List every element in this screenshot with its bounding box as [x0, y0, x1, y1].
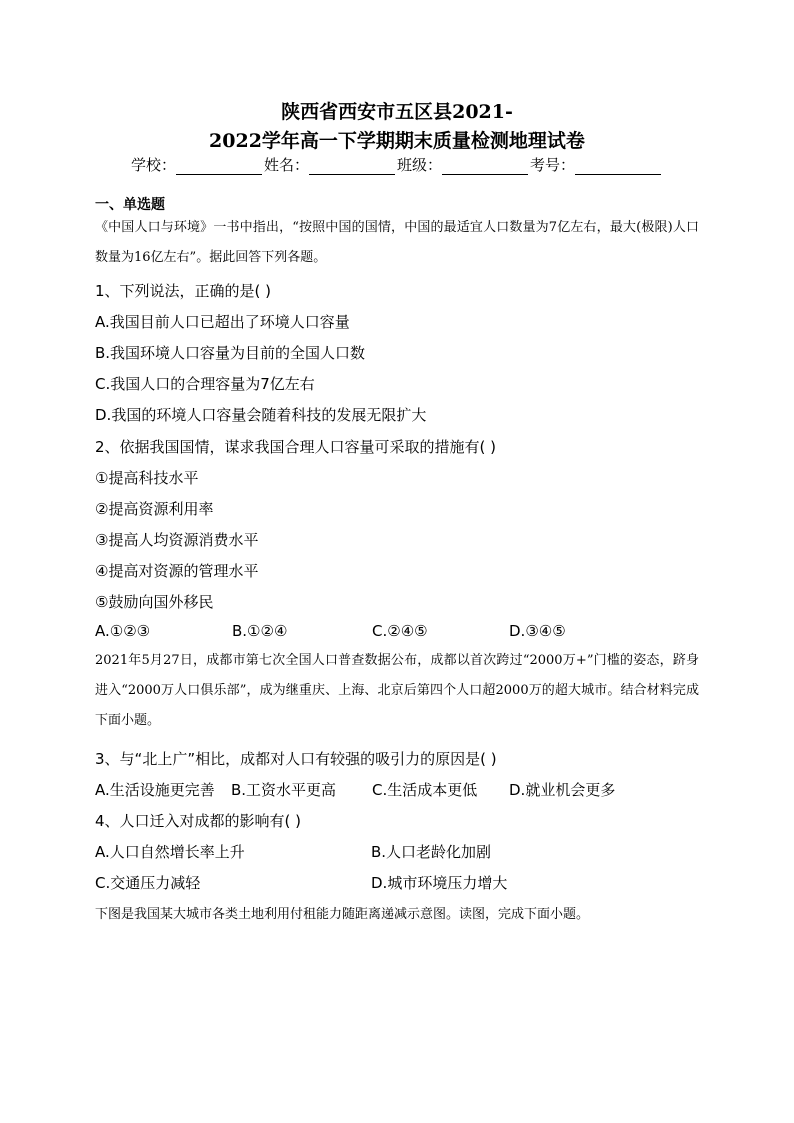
question-2-item-2: ②提高资源利用率 — [95, 500, 214, 518]
question-3-option-d: D.就业机会更多 — [509, 781, 616, 799]
question-1-option-a: A.我国目前人口已超出了环境人口容量 — [95, 313, 350, 331]
question-3-option-b: B.工资水平更高 — [231, 781, 337, 799]
name-blank — [309, 160, 395, 175]
question-2-option-b: B.①②④ — [232, 622, 288, 640]
number-blank — [575, 160, 661, 175]
question-2-item-3: ③提高人均资源消费水平 — [95, 531, 259, 549]
material-paragraph-1: 《中国人口与环境》一书中指出，“按照中国的国情，中国的最适宜人口数量为7亿左右，最大(极限)人口数量为16亿左右”。据此回答下列各题。 — [95, 220, 699, 265]
question-2-option-a: A.①②③ — [95, 622, 151, 640]
question-3-stem: 3、与“北上广”相比，成都对人口有较强的吸引力的原因是( ) — [95, 750, 497, 768]
question-2-options — [95, 622, 699, 642]
question-3-option-a: A.生活设施更完善 — [95, 781, 215, 799]
student-info-row — [0, 154, 794, 175]
question-4-option-d: D.城市环境压力增大 — [371, 874, 508, 892]
name-label: 姓名： — [263, 156, 309, 174]
question-2-option-c: C.②④⑤ — [372, 622, 428, 640]
material-paragraph-2: 2021年5月27日，成都市第七次全国人口普查数据公布，成都以首次跨过“2000万+”门槛的姿态，跻身进入“2000万人口俱乐部”，成为继重庆、上海、北京后第四个人口超2000万的超大城市。结合材料完成下面小题。 — [95, 653, 699, 728]
question-4-option-c: C.交通压力减轻 — [95, 874, 201, 892]
exam-title-line1: 陕西省西安市五区县2021- — [281, 101, 513, 123]
school-label: 学校： — [130, 156, 176, 174]
question-4-options-row2 — [95, 872, 699, 892]
question-4-option-b: B.人口老龄化加剧 — [371, 843, 492, 861]
question-2-item-5: ⑤鼓励向国外移民 — [95, 593, 214, 611]
question-4-stem: 4、人口迁入对成都的影响有( ) — [95, 812, 302, 830]
question-2-item-4: ④提高对资源的管理水平 — [95, 562, 259, 580]
exam-title-line2: 2022学年高一下学期期末质量检测地理试卷 — [209, 130, 585, 152]
question-1-option-d: D.我国的环境人口容量会随着科技的发展无限扩大 — [95, 406, 427, 424]
number-label: 考号： — [530, 156, 576, 174]
question-1-option-c: C.我国人口的合理容量为7亿左右 — [95, 375, 315, 393]
class-blank — [442, 160, 528, 175]
question-3-options — [95, 779, 699, 799]
material-paragraph-3: 下图是我国某大城市各类土地利用付租能力随距离递减示意图。读图，完成下面小题。 — [95, 907, 590, 922]
question-1-stem: 1、下列说法，正确的是( ) — [95, 282, 272, 300]
question-1-option-b: B.我国环境人口容量为目前的全国人口数 — [95, 344, 366, 362]
section-title: 一、单选题 — [95, 197, 165, 213]
question-3-option-c: C.生活成本更低 — [372, 781, 478, 799]
question-4-options-row1 — [95, 841, 699, 861]
question-2-stem: 2、依据我国国情，谋求我国合理人口容量可采取的措施有( ) — [95, 438, 497, 456]
question-2-item-1: ①提高科技水平 — [95, 469, 199, 487]
class-label: 班级： — [397, 156, 443, 174]
question-2-option-d: D.③④⑤ — [509, 622, 566, 640]
school-blank — [176, 160, 262, 175]
question-4-option-a: A.人口自然增长率上升 — [95, 843, 245, 861]
